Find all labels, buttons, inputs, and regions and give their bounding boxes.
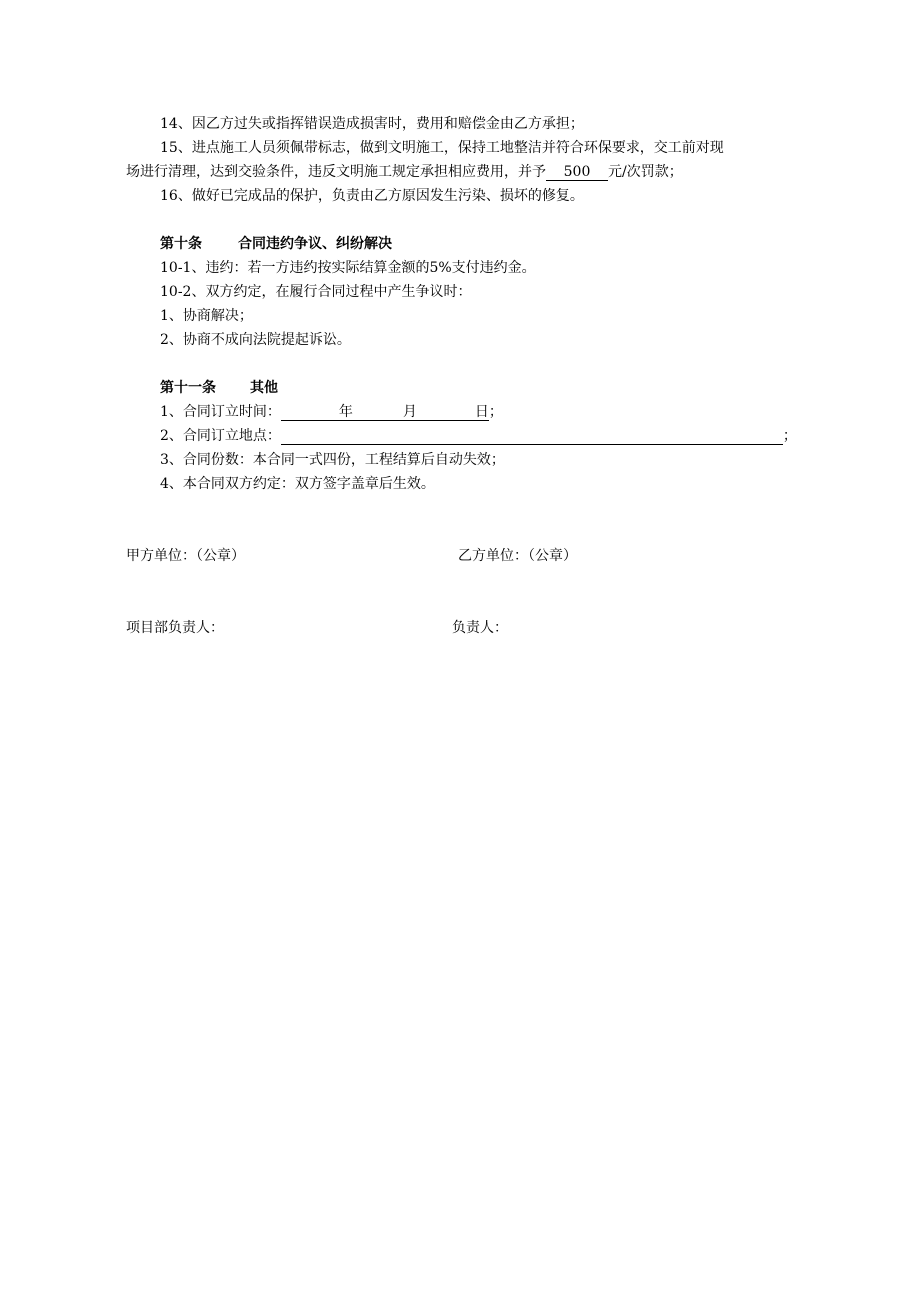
party-a-person: 项目部负责人： bbox=[126, 620, 224, 636]
contract-date-blank[interactable] bbox=[281, 404, 503, 421]
clause-15-line-2 bbox=[126, 162, 683, 182]
article-10-heading bbox=[160, 234, 392, 254]
month-label: 月 bbox=[402, 404, 417, 420]
clause-10-2: 10-2、双方约定，在履行合同过程中产生争议时： bbox=[160, 284, 472, 300]
article-11-number: 第十一条 bbox=[160, 380, 216, 396]
article-10-title: 合同违约争议、纠纷解决 bbox=[238, 236, 392, 252]
fine-unit: 元/次罚款； bbox=[608, 164, 683, 180]
contract-place-label: 2、合同订立地点： bbox=[160, 428, 281, 444]
party-b-unit: 乙方单位：（公章） bbox=[458, 548, 577, 564]
contract-place-end: ； bbox=[782, 428, 797, 444]
contract-effect: 4、本合同双方约定：双方签字盖章后生效。 bbox=[160, 476, 435, 492]
day-label: 日； bbox=[474, 404, 503, 420]
contract-date-line bbox=[160, 402, 503, 422]
party-a-unit: 甲方单位：（公章） bbox=[126, 548, 245, 564]
year-label: 年 bbox=[338, 404, 353, 420]
clause-16: 16、做好已完成品的保护，负责由乙方原因发生污染、损坏的修复。 bbox=[160, 188, 584, 204]
contract-date-label: 1、合同订立时间： bbox=[160, 404, 281, 420]
clause-15-text: 场进行清理，达到交验条件，违反文明施工规定承担相应费用，并予 bbox=[126, 164, 546, 180]
contract-place-blank[interactable] bbox=[281, 428, 783, 445]
clause-10-2-sub-2: 2、协商不成向法院提起诉讼。 bbox=[160, 332, 351, 348]
article-10-number: 第十条 bbox=[160, 236, 202, 252]
fine-amount: 500 bbox=[546, 164, 608, 181]
article-11-heading bbox=[160, 378, 278, 398]
contract-copies: 3、合同份数：本合同一式四份，工程结算后自动失效； bbox=[160, 452, 505, 468]
clause-10-2-sub-1: 1、协商解决； bbox=[160, 308, 253, 324]
article-11-title: 其他 bbox=[250, 380, 278, 396]
clause-14: 14、因乙方过失或指挥错误造成损害时，费用和赔偿金由乙方承担； bbox=[160, 116, 584, 132]
clause-15-line-1: 15、进点施工人员须佩带标志，做到文明施工，保持工地整洁并符合环保要求，交工前对现 bbox=[160, 140, 724, 156]
contract-place-line bbox=[160, 426, 797, 446]
clause-10-1: 10-1、违约：若一方违约按实际结算金额的5%支付违约金。 bbox=[160, 260, 536, 276]
party-b-person: 负责人： bbox=[452, 620, 508, 636]
